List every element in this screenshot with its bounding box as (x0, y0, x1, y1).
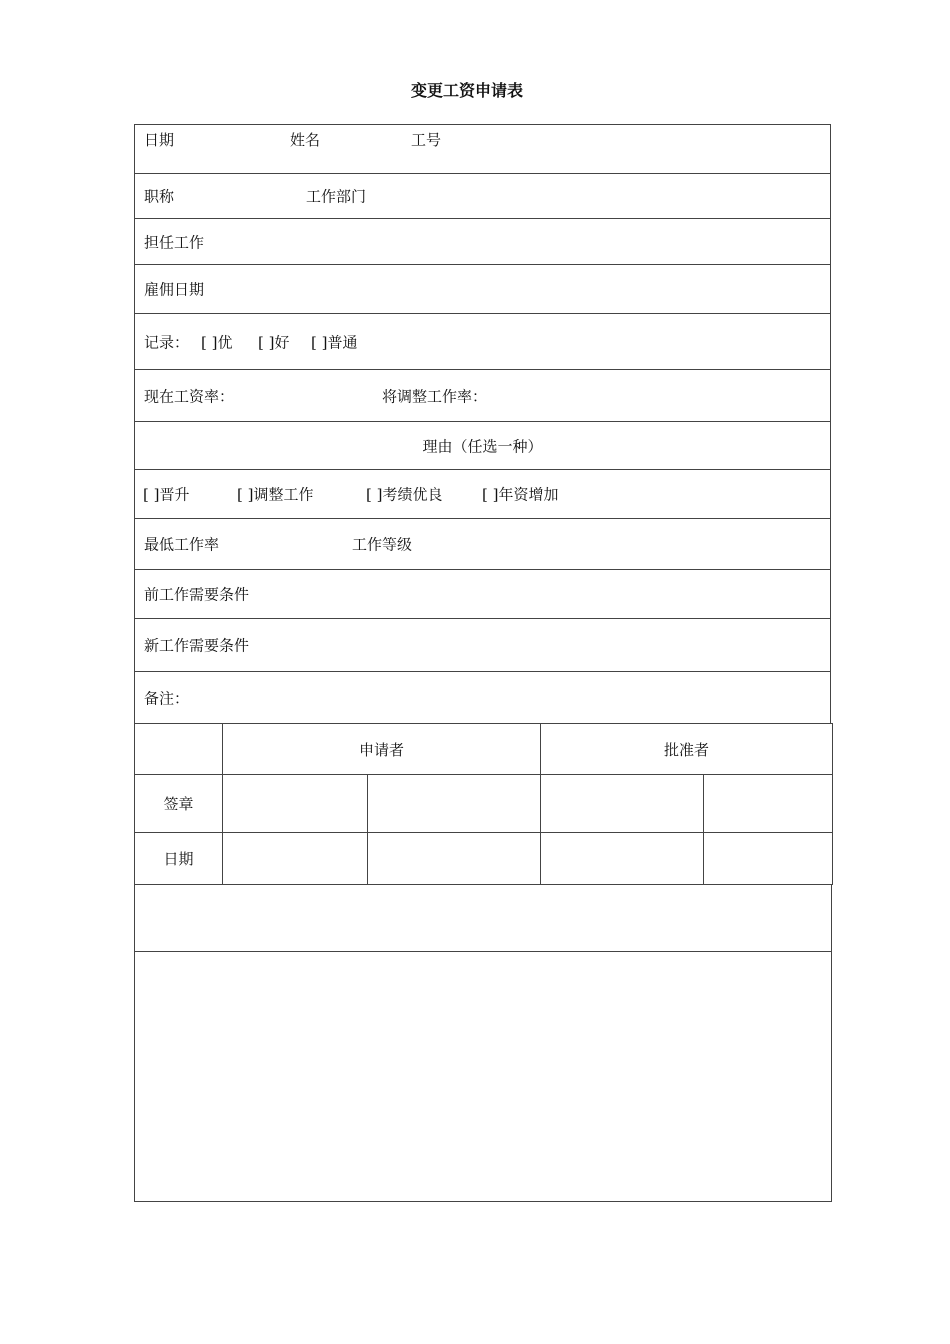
signoff-header-row (135, 724, 833, 775)
record-option-excellent[interactable]: [ ]优 (201, 333, 233, 351)
blank-area (134, 951, 832, 1202)
applicant-date-cell-2[interactable] (368, 833, 541, 885)
record-option-average[interactable]: [ ]普通 (311, 333, 358, 351)
row-remarks (134, 672, 831, 724)
reason-option-promotion[interactable]: [ ]晋升 (143, 485, 190, 504)
reason-option-performance[interactable]: [ ]考绩优良 (366, 485, 443, 504)
approver-seal-cell-2[interactable] (704, 775, 833, 833)
row-hire-date (134, 265, 831, 314)
row-prev-requirements (134, 570, 831, 619)
reason-header: 理由（任选一种） (422, 437, 543, 455)
date-label: 日期 (144, 131, 175, 149)
row-date-name-id (134, 124, 831, 174)
assigned-work-label: 担任工作 (144, 233, 205, 251)
applicant-seal-cell-1[interactable] (223, 775, 368, 833)
signoff-corner-cell (135, 724, 223, 775)
remarks-label: 备注： (144, 689, 190, 707)
approver-seal-cell-1[interactable] (541, 775, 704, 833)
prev-requirements-label: 前工作需要条件 (144, 585, 250, 604)
employee-no-label: 工号 (411, 131, 442, 149)
applicant-date-cell-1[interactable] (223, 833, 368, 885)
new-requirements-label: 新工作需要条件 (144, 636, 250, 655)
applicant-seal-cell-2[interactable] (368, 775, 541, 833)
row-min-rate-grade (134, 519, 831, 570)
salary-change-form (134, 124, 831, 724)
signoff-date-label: 日期 (135, 833, 223, 885)
row-reason-options (134, 470, 831, 519)
approver-date-cell-1[interactable] (541, 833, 704, 885)
signoff-seal-row (135, 775, 833, 833)
row-assigned-work (134, 219, 831, 265)
hire-date-label: 雇佣日期 (144, 280, 205, 299)
reason-option-seniority[interactable]: [ ]年资增加 (482, 485, 559, 504)
approver-date-cell-2[interactable] (704, 833, 833, 885)
record-option-good[interactable]: [ ]好 (258, 333, 290, 351)
row-new-requirements (134, 619, 831, 672)
applicant-header: 申请者 (223, 724, 541, 775)
work-grade-label: 工作等级 (352, 535, 413, 554)
approver-header: 批准者 (541, 724, 833, 775)
name-label: 姓名 (290, 131, 321, 149)
row-reason-header (134, 422, 831, 470)
job-title-label: 职称 (144, 187, 175, 206)
signoff-date-row (135, 833, 833, 885)
current-rate-label: 现在工资率： (144, 387, 235, 405)
row-title-department (134, 174, 831, 219)
department-label: 工作部门 (306, 187, 367, 206)
adjusted-rate-label: 将调整工作率： (382, 387, 488, 405)
reason-option-job-adjustment[interactable]: [ ]调整工作 (237, 485, 314, 504)
min-rate-label: 最低工作率 (144, 535, 220, 554)
page-title: 变更工资申请表 (410, 81, 523, 100)
row-salary-rate (134, 370, 831, 422)
seal-label: 签章 (135, 775, 223, 833)
blank-row (134, 884, 832, 952)
record-label: 记录： (144, 333, 190, 351)
signoff-table (134, 723, 833, 885)
row-record (134, 314, 831, 370)
